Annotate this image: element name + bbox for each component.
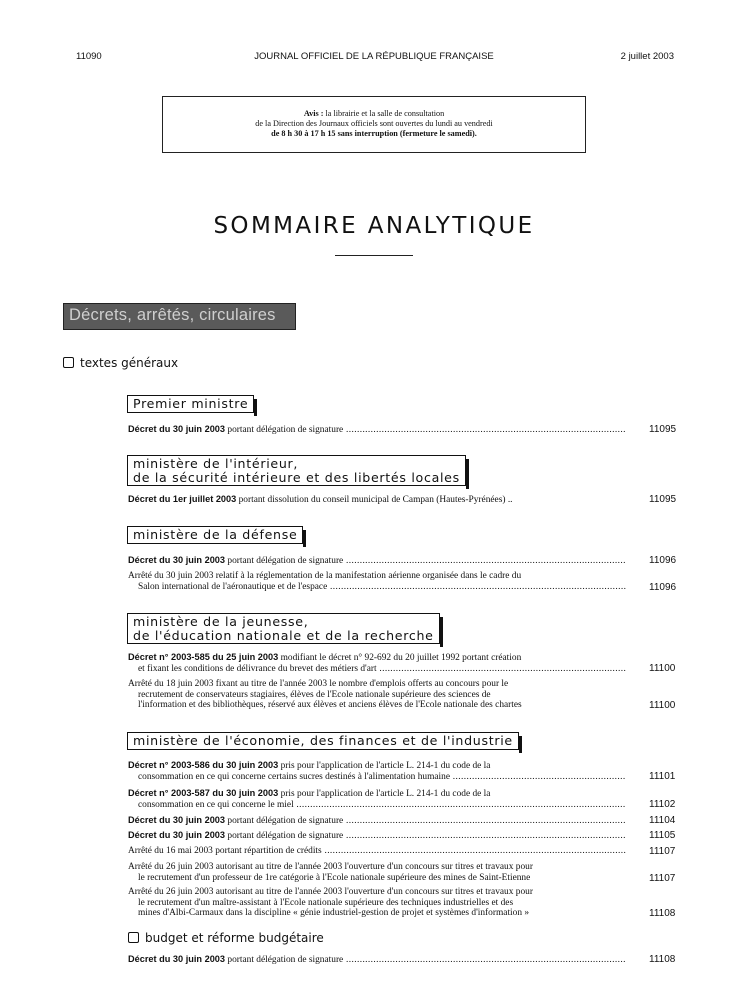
notice-box [162, 96, 586, 153]
checkbox-square-icon [128, 932, 139, 943]
ministry-interieur: ministère de l'intérieur, de la sécurité intérieure et des libertés locales [127, 455, 466, 486]
entry-page-number: 11108 [649, 954, 676, 965]
checkbox-square-icon [63, 357, 74, 368]
journal-title: JOURNAL OFFICIEL DE LA RÉPUBLIQUE FRANÇAISE [254, 51, 494, 62]
notice-line-2: de la Direction des Journaux officiels sont ouvertes du lundi au vendredi [255, 119, 493, 128]
ministry-defense: ministère de la défense [127, 526, 303, 544]
ministry-label: Premier ministre [133, 396, 249, 411]
entry-decret-3: Décret du 30 juin 2003 portant délégation de signature ..... [128, 555, 626, 567]
entry-page-number: 11100 [649, 700, 676, 711]
entry-arrete-13: Arrêté du 26 juin 2003 autorisant au titre de l'année 2003 l'ouverture d'un concours sur titres et travaux pour le recrutement d'un maître-assistant à l'Ecole nationale supérieure des techniques industrielles et des mines d'Albi-Carmaux dans la discipline « génie industriel-gestion de projet et systèmes d'information » [128, 887, 533, 919]
issue-date: 2 juillet 2003 [620, 51, 674, 62]
entry-page-number: 11095 [649, 494, 677, 505]
entry-arrete-12: Arrêté du 26 juin 2003 autorisant au titre de l'année 2003 l'ouverture d'un concours sur titres et travaux pour le recrutement d'un professeur de 1re catégorie à l'Ecole nationale supérieure des mines de Saint-Etienne [128, 862, 533, 883]
entry-page-number: 11095 [649, 424, 677, 435]
entry-page-number: 11102 [649, 799, 676, 810]
entry-decret-8: Décret n° 2003-587 du 30 juin 2003 pris pour l'application de l'article L. 214-1 du code de la consommation en ce qui concerne le miel ..... [128, 788, 626, 810]
entry-arrete-11: Arrêté du 16 mai 2003 portant répartition de crédits ..... [128, 846, 626, 857]
entry-decret-9: Décret du 30 juin 2003 portant délégation de signature ..... [128, 815, 626, 827]
notice-label: Avis : [303, 109, 324, 118]
entry-page-number: 11096 [649, 582, 677, 593]
section-title: Décrets, arrêtés, circulaires [69, 306, 276, 324]
category-label: textes généraux [80, 356, 179, 370]
page-title: SOMMAIRE ANALYTIQUE [213, 213, 535, 239]
entry-decret-14: Décret du 30 juin 2003 portant délégation de signature ..... [128, 954, 626, 966]
entry-page-number: 11105 [649, 830, 676, 841]
entry-page-number: 11101 [649, 771, 676, 782]
ministry-education: ministère de la jeunesse, de l'éducation nationale et de la recherche [127, 613, 440, 644]
notice-line-1: la librairie et la salle de consultation [323, 109, 445, 118]
entry-page-number: 11100 [649, 663, 676, 674]
ministry-premier-ministre [127, 395, 254, 413]
section-banner [63, 303, 296, 330]
entry-page-number: 11104 [649, 815, 676, 826]
entry-arrete-6: Arrêté du 18 juin 2003 fixant au titre de l'année 2003 le nombre d'emplois offerts au concours pour le recrutement de conservateurs stagiaires, élèves de l'Ecole nationale supérieure des sciences de l'information et des bibliothèques, réservé aux élèves et anciens élèves de l'Ecole nationale des chartes [128, 679, 522, 711]
entry-decret-5: Décret n° 2003-585 du 25 juin 2003 modifiant le décret n° 92-692 du 20 juillet 1992 portant création et fixant les conditions de délivrance du brevet des métiers d'art ..... [128, 652, 626, 674]
category-budget [128, 931, 324, 945]
notice-line-3: de 8 h 30 à 17 h 15 sans interruption (fermeture le samedi). [271, 129, 477, 138]
entry-decret-1: Décret du 30 juin 2003 portant délégation de signature ..... [128, 424, 626, 436]
entry-page-number: 11107 [649, 846, 676, 857]
entry-page-number: 11107 [649, 873, 676, 884]
page-number: 11090 [76, 51, 102, 62]
ministry-economie: ministère de l'économie, des finances et de l'industrie [127, 732, 519, 750]
entry-decret-2: Décret du 1er juillet 2003 portant dissolution du conseil municipal de Campan (Hautes-Pyrénées) .. [128, 494, 513, 505]
entry-decret-7: Décret n° 2003-586 du 30 juin 2003 pris pour l'application de l'article L. 214-1 du code de la consommation en ce qui concerne certains sucres destinés à l'alimentation humaine ..... [128, 760, 626, 782]
entry-page-number: 11108 [649, 908, 676, 919]
entry-decret-10: Décret du 30 juin 2003 portant délégation de signature ..... [128, 830, 626, 842]
entry-arrete-4: Arrêté du 30 juin 2003 relatif à la réglementation de la manifestation aérienne organisée dans le cadre du Salon international de l'aéronautique et de l'espace ..... [128, 571, 626, 592]
category-general [63, 356, 178, 370]
category-label: budget et réforme budgétaire [145, 931, 324, 945]
entry-page-number: 11096 [649, 555, 677, 566]
title-divider [335, 255, 413, 256]
